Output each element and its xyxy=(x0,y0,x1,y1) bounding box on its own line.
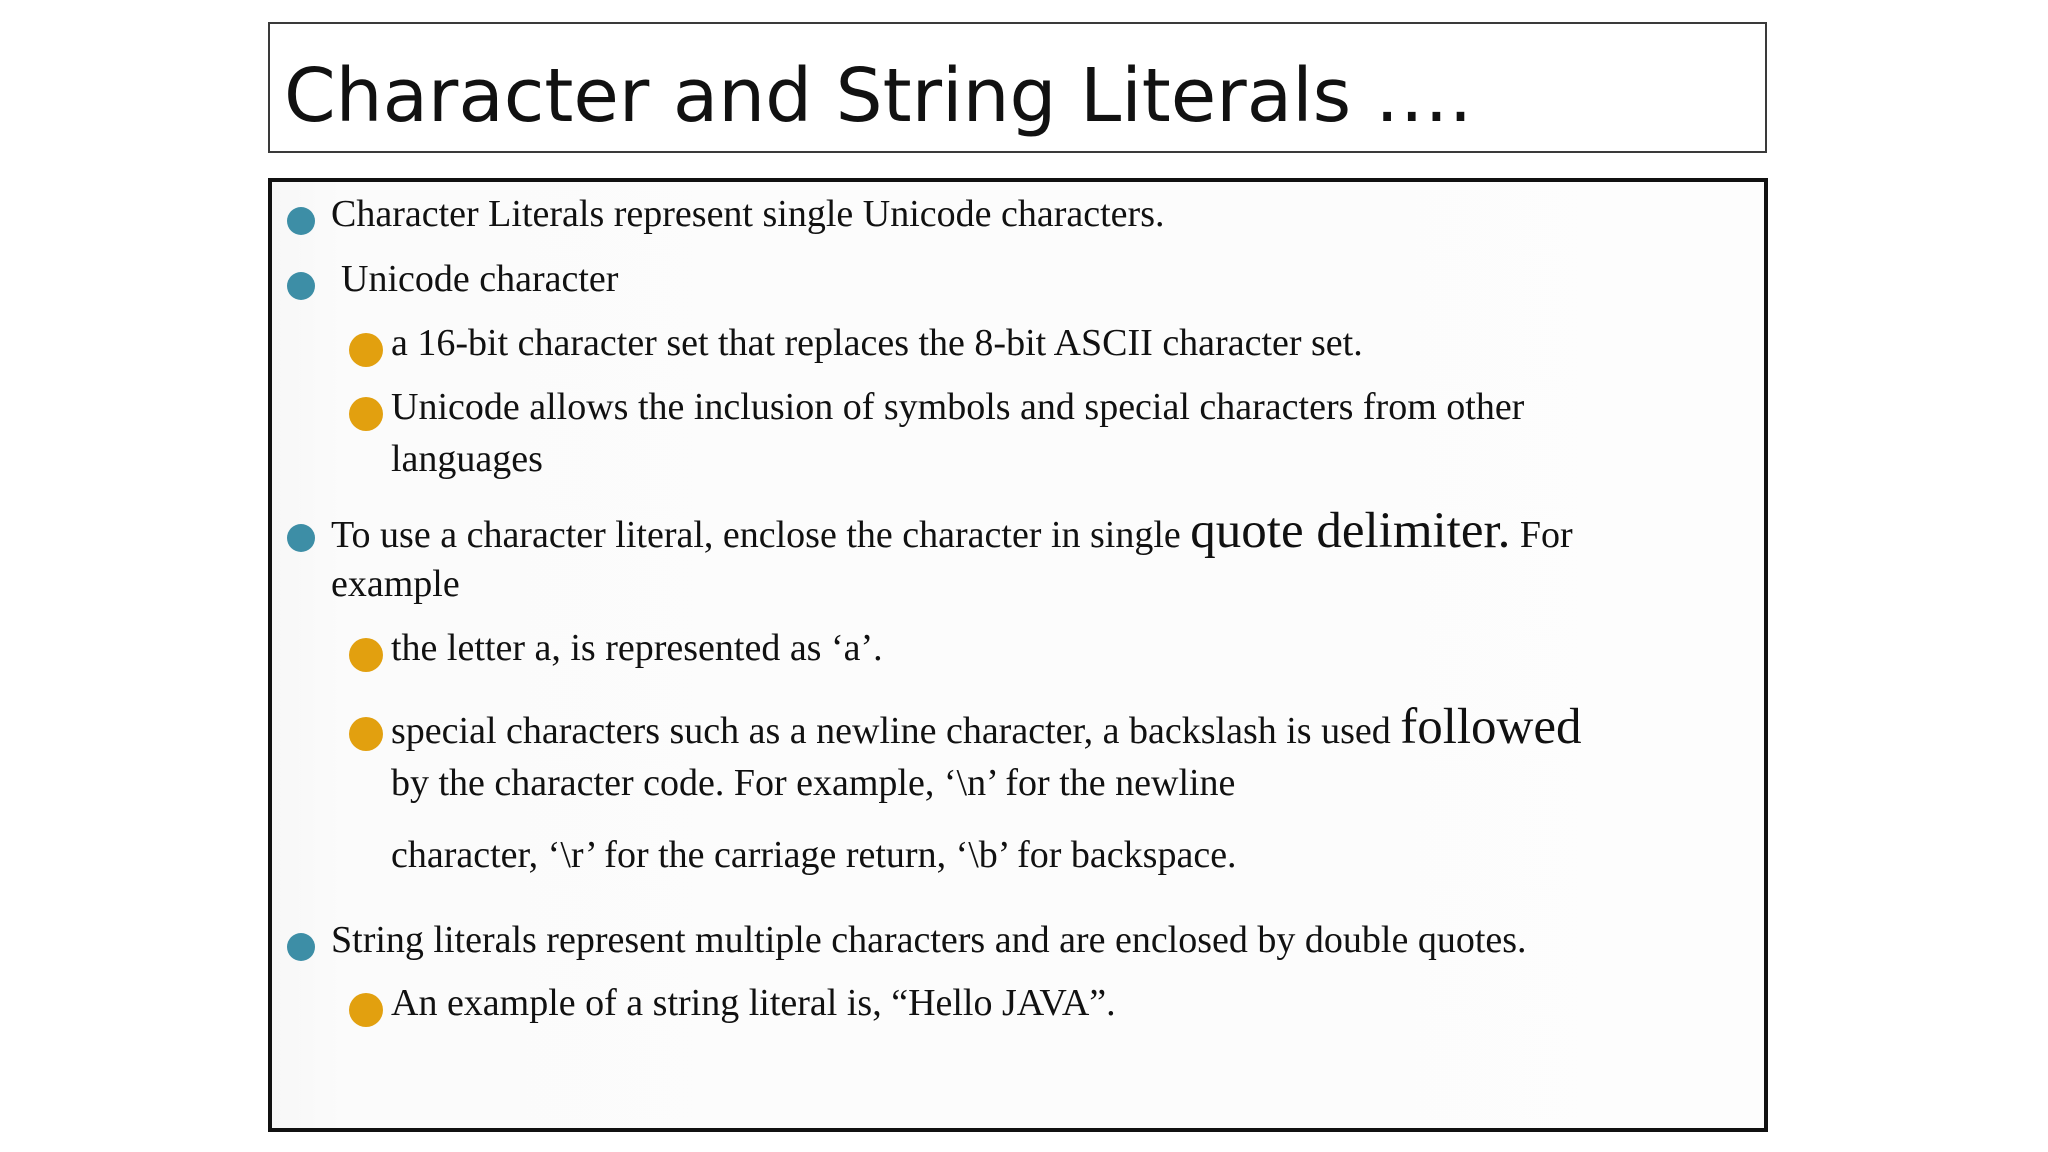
bullet-text-continued: example xyxy=(331,563,460,605)
bullet-text: a 16-bit character set that replaces the 8-bit ASCII character set. xyxy=(391,322,1363,364)
bullet-dot xyxy=(287,207,315,235)
bullet-dot xyxy=(349,333,383,367)
bullet-text xyxy=(391,701,1582,757)
bullet-dot xyxy=(349,993,383,1027)
bullet-text-part: special characters such as a newline character, a backslash is used xyxy=(391,710,1401,752)
bullet-text-part: For xyxy=(1510,514,1573,556)
bullet-dot xyxy=(287,524,315,552)
bullet-text-emphasis: followed xyxy=(1400,699,1582,755)
bullet-text-continued: languages xyxy=(391,438,543,480)
title-box xyxy=(268,22,1767,153)
bullet-text: Unicode character xyxy=(341,258,619,300)
bullet-text: String literals represent multiple characters and are enclosed by double quotes. xyxy=(331,919,1527,961)
bullet-text: An example of a string literal is, “Hello JAVA”. xyxy=(391,982,1116,1024)
bullet-text-continued: character, ‘\r’ for the carriage return, ‘\b’ for backspace. xyxy=(391,834,1237,876)
bullet-text-continued: by the character code. For example, ‘\n’ for the newline xyxy=(391,762,1236,804)
bullet-dot xyxy=(287,933,315,961)
bullet-text-part: To use a character literal, enclose the character in single xyxy=(331,514,1191,556)
bullet-dot xyxy=(349,717,383,751)
bullet-text: Character Literals represent single Unicode characters. xyxy=(331,193,1165,235)
bullet-dot xyxy=(349,397,383,431)
bullet-dot xyxy=(287,272,315,300)
bullet-text: the letter a, is represented as ‘a’. xyxy=(391,627,883,669)
bullet-text-emphasis: quote delimiter. xyxy=(1190,503,1511,559)
bullet-dot xyxy=(349,638,383,672)
bullet-text: Unicode allows the inclusion of symbols and special characters from other xyxy=(391,386,1525,428)
slide-title: Character and String Literals …. xyxy=(284,53,1473,139)
bullet-text xyxy=(331,505,1573,561)
